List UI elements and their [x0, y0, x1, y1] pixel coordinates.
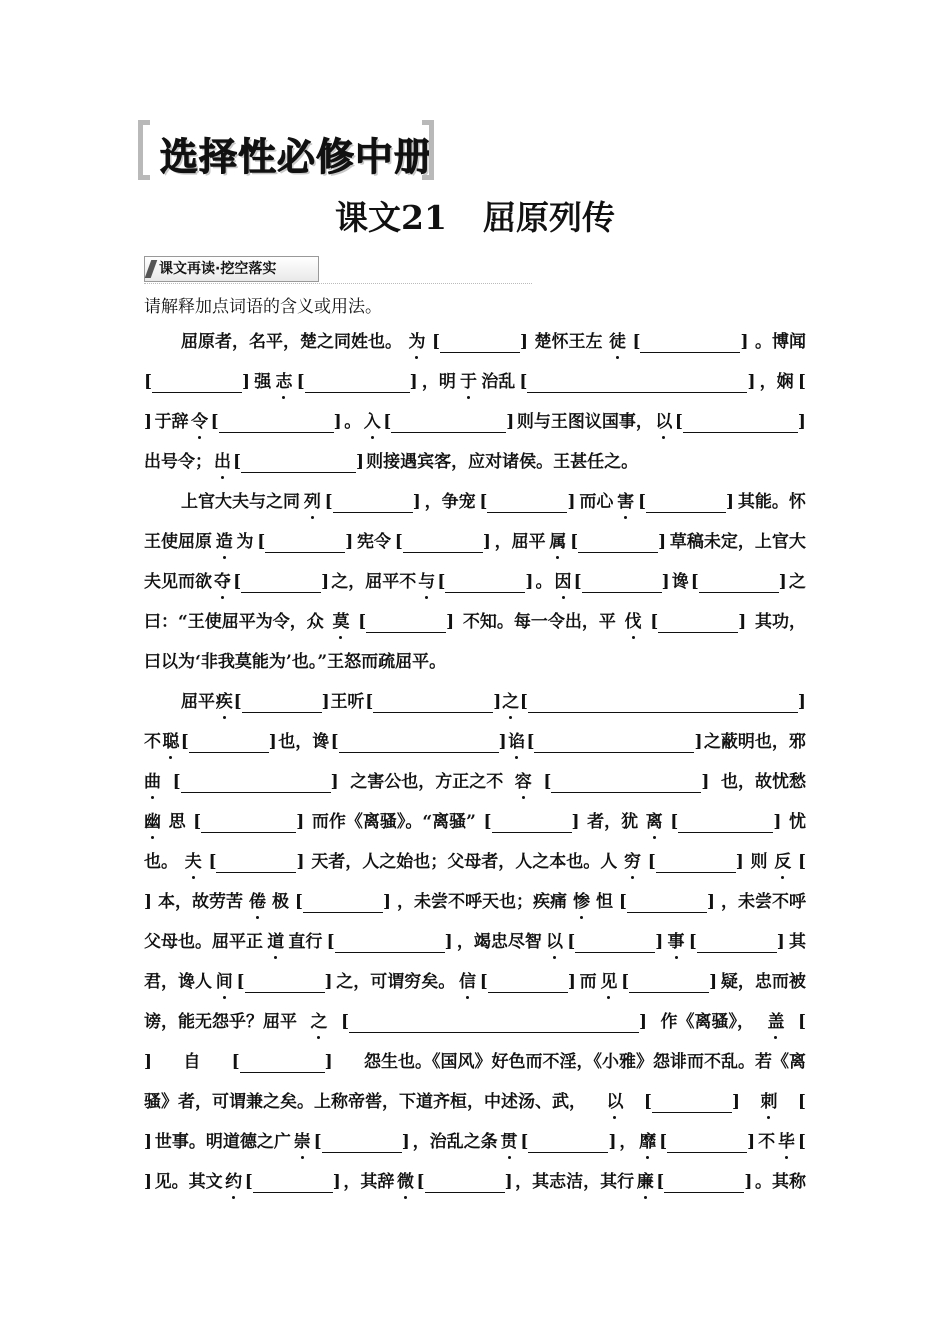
dotted-key-word: 聪 [162, 732, 180, 752]
passage-text: 本，故劳苦 [158, 892, 244, 912]
passage-text: 之，屈平不 [331, 572, 417, 592]
dotted-key-word: 靡 [639, 1132, 657, 1152]
dotted-key-word: 害 [617, 492, 635, 512]
answer-blank-close-bracket[interactable]: ] [144, 892, 153, 912]
passage-text: 之蔽明也，邪 [703, 732, 806, 752]
dotted-key-word: 见 [600, 972, 618, 992]
passage-text: 怨生也。《国风》好色而不淫，《小雅》怨诽而不乱。若《离 [363, 1052, 806, 1072]
passage-text: 自 [183, 1052, 201, 1072]
answer-blank[interactable]: [ ] [570, 532, 667, 552]
answer-blank[interactable]: [ ] [526, 732, 703, 752]
passage-line [144, 1165, 806, 1205]
passage-line [144, 525, 806, 565]
answer-blank[interactable]: [ ] [632, 332, 749, 352]
passage-text: 君，谗人 [144, 972, 212, 992]
passage-text: 之害公也，方正之不 [350, 772, 504, 792]
passage-text: 草稿未定，上官大 [669, 532, 806, 552]
dotted-key-word: 刺 [760, 1092, 778, 1112]
dotted-key-word: 离 [645, 812, 663, 832]
answer-blank-open-bracket[interactable]: [ [797, 1012, 806, 1032]
answer-blank[interactable]: [ ] [330, 732, 507, 752]
dotted-key-word: 为 [408, 332, 426, 352]
passage-text: 治乱 [481, 372, 516, 392]
dotted-key-word: 惨 [572, 892, 590, 912]
dotted-key-word: 谄 [508, 732, 526, 752]
passage-text: 。其称 [754, 1172, 806, 1192]
answer-blank[interactable]: [ ] [236, 972, 333, 992]
passage-line [144, 1045, 806, 1085]
passage-text: 骚》者，可谓兼之矣。上称帝喾，下道齐桓，中述汤、武， [144, 1092, 586, 1112]
passage-text: ，治乱之条 [412, 1132, 498, 1152]
dotted-key-word: 穷 [623, 852, 641, 872]
passage-text: 谗 [671, 572, 689, 592]
passage-line [144, 405, 806, 445]
dotted-key-word: 与 [418, 572, 436, 592]
answer-blank[interactable]: [ ] [573, 572, 670, 592]
dotted-key-word: 莫 [332, 612, 350, 632]
passage-text: 。博闻 [755, 332, 806, 352]
book-tag-label: 选择性必修中册 [160, 135, 434, 179]
passage-text: ，其辞 [343, 1172, 395, 1192]
passage-text: 而 [579, 972, 597, 992]
answer-blank[interactable]: [ ] [257, 532, 354, 552]
answer-blank[interactable]: [ ] [567, 932, 664, 952]
dotted-key-word: 夫 [184, 852, 202, 872]
passage-text: 夫见而欲 [144, 572, 212, 592]
answer-blank[interactable]: [ ] [296, 372, 418, 392]
passage-text: 直行 [288, 932, 323, 952]
book-tag [138, 120, 434, 180]
answer-blank[interactable]: [ ] [231, 1052, 333, 1072]
passage-line [144, 485, 806, 525]
passage-text: 强 [254, 372, 272, 392]
passage-text: 屈原者，名平，楚之同姓也。 [181, 332, 402, 352]
dotted-key-word: 入 [363, 412, 381, 432]
answer-blank[interactable]: [ ] [479, 492, 576, 512]
answer-blank-open-bracket[interactable]: [ [797, 1092, 806, 1112]
passage-text: 屈平 [181, 692, 215, 712]
passage-text: 。 [535, 572, 553, 592]
answer-blank[interactable]: [ ] [210, 412, 342, 432]
passage-text: ， [619, 1132, 637, 1152]
answer-blank[interactable]: [ ] [650, 612, 747, 632]
passage-text: 。 [344, 412, 362, 432]
answer-blank[interactable]: [ ] [233, 452, 365, 472]
passage-text: 则 [750, 852, 768, 872]
passage-text: 上官大夫与之同 [181, 492, 300, 512]
dotted-key-word: 志 [275, 372, 293, 392]
passage-line [144, 805, 806, 845]
passage-text: 疑，忠而被 [720, 972, 806, 992]
dotted-key-word: 于 [460, 372, 478, 392]
answer-blank[interactable]: [ ] [479, 972, 576, 992]
answer-blank-open-bracket[interactable]: [ [797, 372, 806, 392]
dotted-key-word: 倦 [248, 892, 266, 912]
passage-text: 极 [271, 892, 289, 912]
passage-line [144, 605, 806, 645]
passage-text: 不 [144, 732, 161, 752]
section-label: 课文再读·挖空落实 [144, 256, 319, 282]
passage-line [144, 1005, 806, 1045]
dotted-key-word: 夺 [214, 572, 232, 592]
dotted-key-word: 曲 [144, 772, 161, 792]
passage-line [144, 325, 806, 365]
passage-text: 于辞 [154, 412, 189, 432]
answer-blank[interactable]: [ ] [144, 372, 251, 392]
dotted-key-word: 道 [267, 932, 285, 952]
answer-blank[interactable]: [ ] [208, 852, 305, 872]
passage-text: 宪令 [357, 532, 392, 552]
passage-text: 怛 [595, 892, 613, 912]
answer-blank[interactable]: [ ] [674, 412, 806, 432]
passage-line [144, 845, 806, 885]
answer-blank[interactable]: [ ] [543, 772, 710, 792]
passage-text: 其功， [755, 612, 806, 632]
answer-blank[interactable]: [ ] [688, 932, 785, 952]
passage-text: ，未尝不呼天也；疾痛 [396, 892, 567, 912]
answer-blank-close-bracket[interactable]: ] [144, 1132, 153, 1152]
answer-blank[interactable]: [ ] [431, 332, 529, 352]
answer-blank[interactable]: [ ] [233, 572, 330, 592]
dotted-key-word: 幽 [144, 812, 161, 832]
answer-blank[interactable]: [ ] [618, 892, 715, 912]
answer-blank[interactable]: [ ] [294, 892, 392, 912]
dotted-key-word: 事 [667, 932, 685, 952]
answer-blank[interactable]: [ ] [621, 972, 718, 992]
passage-text: 为 [236, 532, 254, 552]
passage-line [144, 965, 806, 1005]
passage-text: 也，故忧愁 [721, 772, 806, 792]
dotted-divider [144, 283, 532, 284]
answer-blank[interactable]: [ ] [637, 492, 735, 512]
answer-blank[interactable]: [ ] [244, 1172, 341, 1192]
passage-text: ，娴 [759, 372, 794, 392]
dotted-key-word: 徒 [608, 332, 626, 352]
passage-text: 作《离骚》， [660, 1012, 754, 1032]
dotted-key-word: 列 [303, 492, 321, 512]
answer-blank[interactable]: [ ] [520, 1132, 617, 1152]
passage-text: 曰以为‘非我莫能为’也。”王怒而疏屈平。 [144, 652, 447, 672]
dotted-key-word: 以 [546, 932, 564, 952]
answer-blank[interactable]: [ ] [324, 492, 421, 512]
answer-blank[interactable]: [ ] [340, 1012, 648, 1032]
dotted-key-word: 盖 [767, 1012, 785, 1032]
fill-in-passage [144, 325, 806, 1205]
answer-blank[interactable]: [ ] [416, 1172, 513, 1192]
passage-text: 之 [788, 572, 806, 592]
dotted-key-word: 属 [549, 532, 567, 552]
passage-text: ，明 [421, 372, 456, 392]
dotted-key-word: 令 [191, 412, 209, 432]
passage-text: ，屈平 [494, 532, 546, 552]
answer-blank[interactable]: [ ] [193, 812, 305, 832]
passage-text: 而心 [579, 492, 614, 512]
passage-text: 也。 [144, 852, 178, 872]
passage-text: 王听 [330, 692, 365, 712]
answer-blank[interactable]: [ ] [394, 532, 491, 552]
passage-text: ，未尝不呼 [720, 892, 806, 912]
dotted-key-word: 造 [215, 532, 233, 552]
passage-text: ，竭忠尽智 [456, 932, 542, 952]
instruction-text: 请解释加点词语的含义或用法。 [144, 297, 382, 317]
passage-text: 则接遇宾客，应对诸侯。王甚任之。 [366, 452, 639, 472]
left-bracket-decoration [138, 120, 150, 180]
passage-text: 其能。怀 [737, 492, 806, 512]
passage-line [144, 365, 806, 405]
lesson-number: 课文21 [335, 198, 447, 237]
right-bracket-decoration [422, 120, 434, 180]
passage-line [144, 445, 806, 485]
passage-text: 曰：“王使屈平为令，众 [144, 612, 324, 632]
passage-text: 出号令； [144, 452, 212, 472]
passage-text: ，争宠 [424, 492, 476, 512]
answer-blank-close-bracket[interactable]: ] [144, 412, 153, 432]
dotted-key-word: 信 [459, 972, 477, 992]
dotted-key-word: 之 [502, 692, 520, 712]
answer-blank[interactable]: [ ] [358, 612, 455, 632]
answer-blank[interactable]: [ ] [313, 1132, 410, 1152]
passage-text: 见。其文 [154, 1172, 223, 1192]
answer-blank[interactable]: [ ] [519, 692, 806, 712]
answer-blank[interactable]: [ ] [383, 412, 515, 432]
answer-blank-close-bracket[interactable]: ] [144, 1052, 153, 1072]
passage-text: 不 [758, 1132, 776, 1152]
answer-blank-open-bracket[interactable]: [ [797, 1132, 806, 1152]
passage-text: ，其志洁，其行 [515, 1172, 635, 1192]
passage-line [144, 925, 806, 965]
passage-line [144, 565, 806, 605]
dotted-key-word: 之 [310, 1012, 328, 1032]
lesson-name: 屈原列传 [482, 198, 615, 237]
answer-blank[interactable]: [ ] [656, 1172, 753, 1192]
answer-blank-open-bracket[interactable]: [ [797, 852, 806, 872]
passage-line [144, 885, 806, 925]
dotted-key-word: 因 [554, 572, 572, 592]
dotted-key-word: 疾 [215, 692, 233, 712]
answer-blank[interactable]: [ ] [180, 732, 277, 752]
dotted-key-word: 间 [215, 972, 233, 992]
answer-blank[interactable]: [ ] [172, 772, 339, 792]
dotted-key-word: 毕 [777, 1132, 795, 1152]
dotted-key-word: 出 [214, 452, 231, 472]
answer-blank[interactable]: [ ] [233, 692, 330, 712]
answer-blank[interactable]: [ ] [690, 572, 787, 592]
passage-line [144, 725, 806, 765]
answer-blank[interactable]: [ ] [519, 372, 756, 392]
dotted-key-word: 约 [225, 1172, 243, 1192]
passage-text: 谤，能无怨乎？屈平 [144, 1012, 297, 1032]
passage-line [144, 645, 806, 685]
dotted-key-word: 微 [396, 1172, 414, 1192]
passage-line [144, 765, 806, 805]
answer-blank[interactable]: [ ] [365, 692, 502, 712]
dotted-key-word: 崇 [293, 1132, 311, 1152]
passage-text: 世事。明道德之广 [154, 1132, 291, 1152]
passage-line [144, 1125, 806, 1165]
passage-text: 者，犹 [587, 812, 639, 832]
dotted-key-word: 以 [655, 412, 673, 432]
passage-line [144, 1085, 806, 1125]
answer-blank[interactable]: [ ] [647, 852, 744, 872]
answer-blank[interactable]: [ ] [670, 812, 782, 832]
dotted-key-word: 反 [774, 852, 792, 872]
lesson-title [0, 192, 950, 239]
dotted-key-word: 贯 [500, 1132, 518, 1152]
passage-text: 父母也。屈平正 [144, 932, 263, 952]
passage-text: 思 [168, 812, 186, 832]
answer-blank[interactable]: [ ] [643, 1092, 740, 1112]
answer-blank[interactable]: [ ] [437, 572, 534, 592]
answer-blank[interactable]: [ ] [483, 812, 580, 832]
answer-blank-close-bracket[interactable]: ] [144, 1172, 153, 1192]
passage-text: 也，谗 [278, 732, 330, 752]
passage-text: 楚怀王左 [534, 332, 603, 352]
dotted-key-word: 容 [514, 772, 532, 792]
dotted-key-word: 伐 [624, 612, 642, 632]
passage-line [144, 685, 806, 725]
answer-blank[interactable]: [ ] [326, 932, 453, 952]
passage-text: 之，可谓穷矣。 [336, 972, 456, 992]
answer-blank[interactable]: [ ] [659, 1132, 756, 1152]
dotted-key-word: 以 [606, 1092, 624, 1112]
passage-text: 而作《离骚》。“离骚” [311, 812, 476, 832]
passage-text: 不知。每一令出，平 [462, 612, 616, 632]
passage-text: 王使屈原 [144, 532, 212, 552]
passage-text: 其 [788, 932, 806, 952]
passage-text: 则与王图议国事， [516, 412, 653, 432]
passage-text: 忧 [788, 812, 806, 832]
passage-text: 天者，人之始也；父母者，人之本也。人 [311, 852, 618, 872]
dotted-key-word: 廉 [636, 1172, 654, 1192]
